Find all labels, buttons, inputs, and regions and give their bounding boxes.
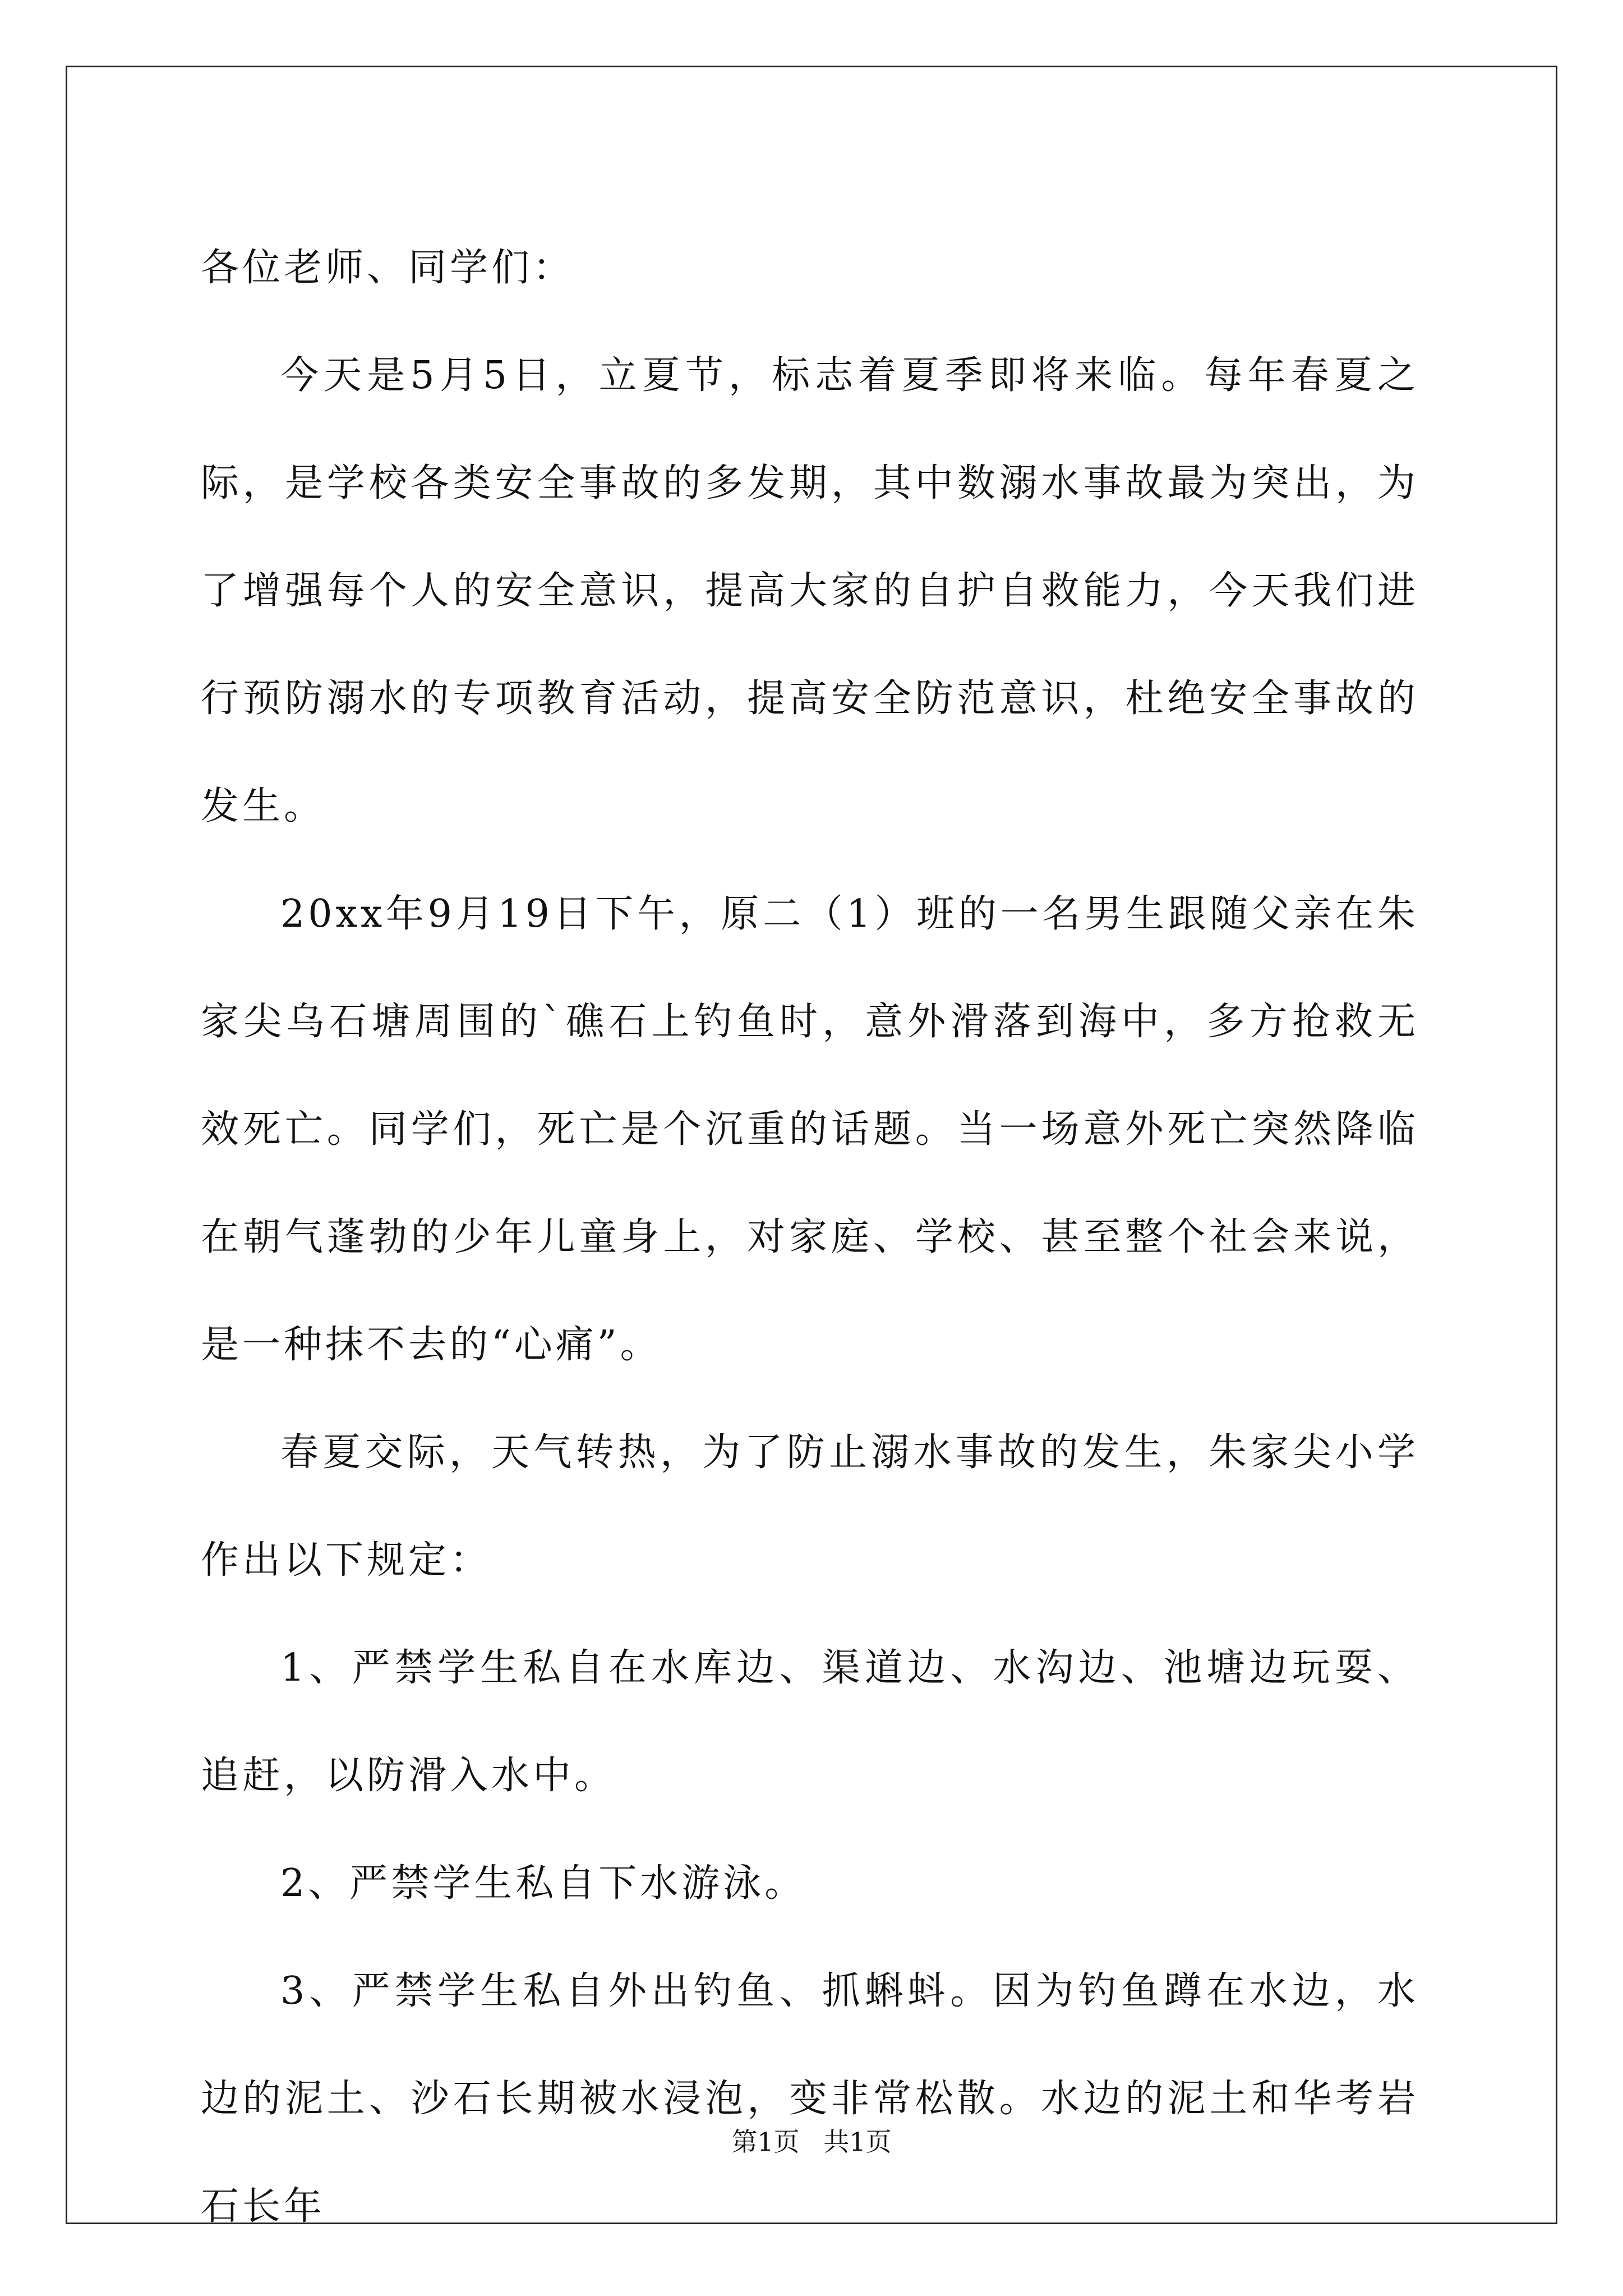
page-total: 共1页 bbox=[823, 2127, 892, 2157]
paragraph-rules-intro: 春夏交际，天气转热，为了防止溺水事故的发生，朱家尖小学作出以下规定： bbox=[201, 1430, 1419, 1582]
rule-item-3: 3、严禁学生私自外出钓鱼、抓蝌蚪。因为钓鱼蹲在水边，水边的泥土、沙石长期被水浸泡，变非常松散。水边的泥土和华考岩石长年 bbox=[201, 1969, 1419, 2229]
document-body bbox=[201, 214, 1419, 2261]
page-number: 第1页 bbox=[731, 2127, 800, 2157]
salutation: 各位老师、同学们： bbox=[201, 246, 575, 290]
paragraph-incident: 20xx年9月19日下午，原二（1）班的一名男生跟随父亲在朱家尖乌石塘周围的`礁石上钓鱼时，意外滑落到海中，多方抢救无效死亡。同学们，死亡是个沉重的话题。当一场意外死亡突然降临在朝气蓬勃的少年儿童身上，对家庭、学校、甚至整个社会来说，是一种抹不去的“心痛”。 bbox=[201, 892, 1419, 1367]
page-footer bbox=[0, 2125, 1623, 2159]
rule-item-2: 2、严禁学生私自下水游泳。 bbox=[280, 1861, 806, 1906]
paragraph-intro: 今天是5月5日，立夏节，标志着夏季即将来临。每年春夏之际，是学校各类安全事故的多发期，其中数溺水事故最为突出，为了增强每个人的安全意识，提高大家的自护自救能力，今天我们进行预防溺水的专项教育活动，提高安全防范意识，杜绝安全事故的发生。 bbox=[201, 353, 1419, 829]
rule-item-1: 1、严禁学生私自在水库边、渠道边、水沟边、池塘边玩耍、追赶，以防滑入水中。 bbox=[201, 1646, 1419, 1798]
